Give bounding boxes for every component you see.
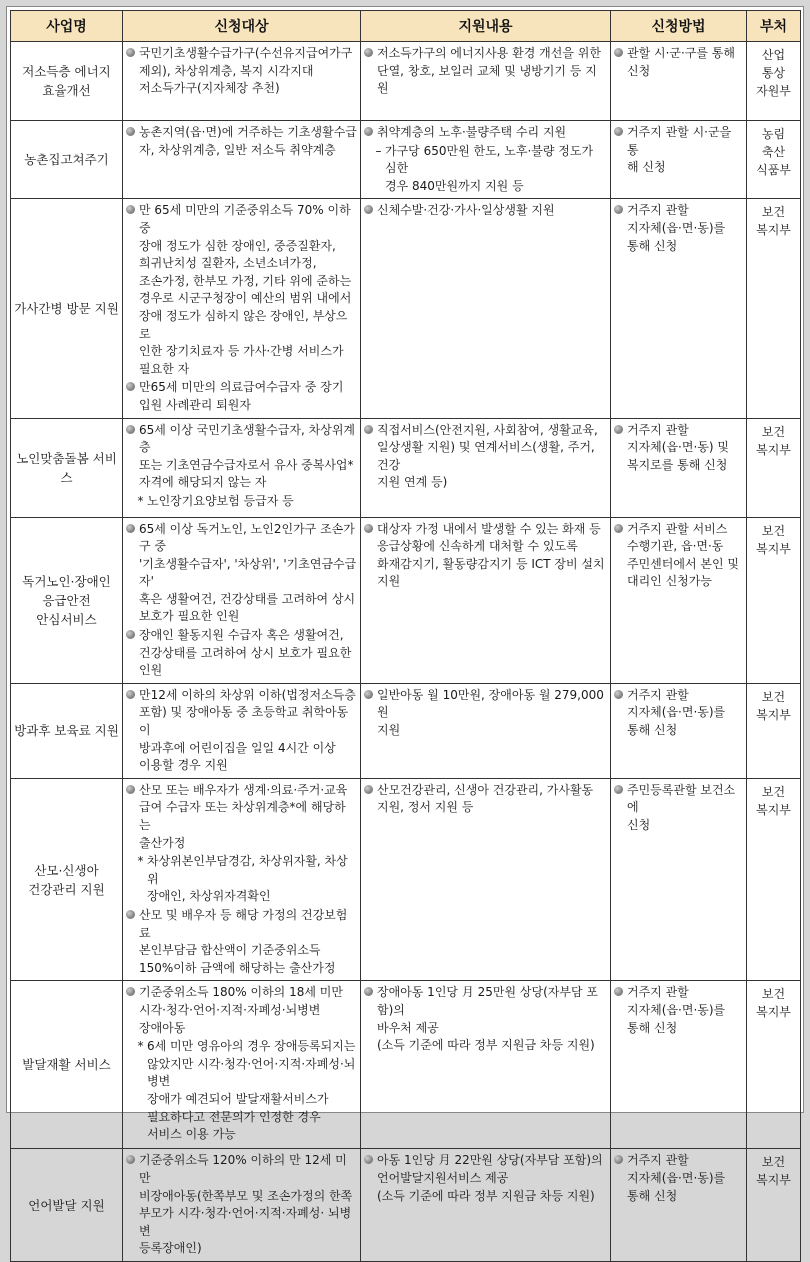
bullet-icon [614, 782, 627, 835]
content-cell [361, 517, 611, 683]
asterisk-icon: * [137, 493, 144, 508]
bullet-icon [614, 124, 627, 177]
bullet-icon [614, 422, 627, 475]
bullet-icon [126, 379, 139, 414]
list-item-text: 취약계층의 노후·불량주택 수리 지원 [377, 125, 567, 139]
list-item-text: 거주지 관할 지자체(읍·면·동)를 통해 신청 [627, 687, 726, 738]
list-item-text: 가구당 650만원 한도, 노후·불량 정도가 심한 경우 840만원까지 지원 등 [385, 143, 594, 193]
list-item-text: 6세 미만 영유아의 경우 장애등록되지는 않았지만 시각·청각·언어·지적·자폐성·뇌병변 장애가 예견되어 발달재활서비스가 필요하다고 전문의가 인정한 경우 서비스 이용 가능 [147, 1039, 356, 1142]
list-item [364, 521, 607, 591]
method-cell [611, 1149, 747, 1262]
bullet-icon [126, 202, 139, 378]
method-cell [611, 199, 747, 418]
list-item-text: 거주지 관할 지자체(읍·면·동)를 통해 신청 [627, 1153, 726, 1203]
method-cell [611, 981, 747, 1149]
target-cell [123, 778, 361, 981]
bullet-icon [614, 687, 627, 740]
dash-icon: – [375, 143, 382, 158]
program-name-cell: 산모·신생아 건강관리 지원 [11, 778, 123, 981]
list-item-text: 만 65세 미만의 기준중위소득 70% 이하 중 장애 정도가 심한 장애인, 중증질환자, 희귀난치성 질환자, 소년소녀가정, 조손가정, 한부모 가정, 기타 위에 준하는 경우로 시군구청장이 예산의 범위 내에서 장애 정도가 심하지 않은 장애인, 부상으로 인한 장기치료자 등 가사·간병 서비스가 필요한 자 [139, 203, 352, 376]
document-page [6, 6, 804, 1256]
list-item-text: 아동 1인당 月 22만원 상당(자부담 포함)의 언어발달지원서비스 제공 (소득 기준에 따라 정부 지원금 차등 지원) [377, 1153, 603, 1203]
asterisk-icon: * [137, 854, 144, 869]
list-item [364, 687, 607, 740]
list-item [126, 379, 357, 414]
method-cell [611, 121, 747, 199]
header-program-name: 사업명 [11, 11, 123, 42]
content-cell [361, 418, 611, 517]
bullet-icon [364, 521, 377, 591]
list-item-text: 거주지 관할 지자체(읍·면·동)를 통해 신청 [627, 985, 726, 1035]
program-name-cell: 발달재활 서비스 [11, 981, 123, 1149]
department-cell: 보건 복지부 [747, 517, 801, 683]
program-name-cell: 가사간병 방문 지원 [11, 199, 123, 418]
table-row [11, 517, 801, 683]
bullet-icon [364, 782, 377, 817]
content-cell [361, 199, 611, 418]
header-row [11, 11, 801, 42]
list-item-text: 주민등록관할 보건소에 신청 [627, 782, 736, 832]
target-cell [123, 981, 361, 1149]
bullet-icon [126, 45, 139, 98]
list-item [614, 124, 743, 177]
content-cell [361, 981, 611, 1149]
list-item-text: 만65세 미만의 의료급여수급자 중 장기 입원 사례관리 퇴원자 [139, 380, 344, 412]
program-name-cell: 방과후 보육료 지원 [11, 683, 123, 778]
content-cell [361, 1149, 611, 1262]
program-name-cell: 저소득층 에너지 효율개선 [11, 42, 123, 121]
list-item-text: 거주지 관할 서비스 수행기관, 읍·면·동 주민센터에서 본인 및 대리인 신청가능 [627, 521, 739, 589]
bullet-icon [614, 1152, 627, 1205]
table-row [11, 42, 801, 121]
bullet-icon [126, 782, 139, 852]
list-item-text: 일반아동 월 10만원, 장애아동 월 279,000원 지원 [377, 687, 604, 738]
department-cell: 보건 복지부 [747, 981, 801, 1149]
bullet-icon [364, 984, 377, 1054]
header-content: 지원내용 [361, 11, 611, 42]
table-row [11, 418, 801, 517]
table-row [11, 121, 801, 199]
list-item [126, 1038, 357, 1144]
list-item-text: 대상자 가정 내에서 발생할 수 있는 화재 등 응급상황에 신속하게 대처할 수 있도록 화재감지기, 활동량감지기 등 ICT 장비 설치 지원 [377, 521, 605, 589]
header-department: 부처 [747, 11, 801, 42]
bullet-icon [364, 202, 377, 220]
department-cell: 농림 축산 식품부 [747, 121, 801, 199]
target-cell [123, 121, 361, 199]
list-item [364, 124, 607, 142]
list-item-text: 장애아동 1인당 月 25만원 상당(자부담 포함)의 바우처 제공 (소득 기준에 따라 정부 지원금 차등 지원) [377, 985, 598, 1053]
method-cell [611, 418, 747, 517]
list-item-text: 산모 및 배우자 등 해당 가정의 건강보험료 본인부담금 합산액이 기준중위소득 150%이하 금액에 해당하는 출산가정 [139, 907, 348, 975]
bullet-icon [126, 687, 139, 775]
bullet-icon [364, 45, 377, 98]
bullet-icon [364, 124, 377, 142]
list-item-text: 신체수발·건강·가사·일상생활 지원 [377, 203, 555, 218]
bullet-icon [364, 422, 377, 492]
list-item-text: 직접서비스(안전지원, 사회참여, 생활교육, 일상생활 지원) 및 연계서비스(생활, 주거, 건강 지원 연계 등) [377, 422, 598, 490]
bullet-icon [614, 202, 627, 255]
list-item [126, 907, 357, 977]
list-item-text: 관할 시·군·구를 통해 신청 [627, 46, 735, 78]
department-cell: 보건 복지부 [747, 683, 801, 778]
list-item-text: 만12세 이하의 차상위 이하(법정저소득층 포함) 및 장애아동 중 초등학교 취학아동이 방과후에 어린이집을 일일 4시간 이상 이용할 경우 지원 [139, 687, 356, 773]
content-cell [361, 778, 611, 981]
asterisk-icon: * [137, 1039, 144, 1054]
list-item-text: 산모건강관리, 신생아 건강관리, 가사활동 지원, 정서 지원 등 [377, 782, 594, 815]
list-item [126, 124, 357, 159]
bullet-icon [364, 1152, 377, 1205]
method-cell [611, 517, 747, 683]
list-item [126, 853, 357, 906]
list-item-text: 국민기초생활수급가구(수선유지급여가구 제외), 차상위계층, 복지 시각지대 저소득가구(지자체장 추천) [139, 46, 353, 96]
list-item-text: 65세 이상 독거노인, 노인2인가구 조손가구 중 '기초생활수급자', '차상위', '기초연금수급자' 혹은 생활여건, 건강상태를 고려하여 상시 보호가 필요한 인원 [139, 521, 357, 624]
list-item-text: 장애인 활동지원 수급자 혹은 생활여건, 건강상태를 고려하여 상시 보호가 필요한 인원 [139, 628, 352, 678]
table-row [11, 683, 801, 778]
list-item-text: 저소득가구의 에너지사용 환경 개선을 위한 단열, 창호, 보일러 교체 및 냉방기기 등 지원 [377, 46, 601, 96]
target-cell [123, 42, 361, 121]
list-item [614, 984, 743, 1037]
program-name-cell: 독거노인·장애인 응급안전 안심서비스 [11, 517, 123, 683]
list-item-text: 거주지 관할 시·군을 통 해 신청 [627, 125, 732, 175]
target-cell [123, 199, 361, 418]
list-item [364, 1152, 607, 1205]
list-item [126, 1152, 357, 1258]
content-cell [361, 121, 611, 199]
list-item [614, 687, 743, 740]
list-item [126, 984, 357, 1037]
list-item-text: 산모 또는 배우자가 생계·의료·주거·교육 급여 수급자 또는 차상위계층*에 해당하는 출산가정 [139, 782, 348, 850]
list-item [364, 143, 607, 196]
content-cell [361, 683, 611, 778]
bullet-icon [364, 687, 377, 740]
table-row [11, 199, 801, 418]
method-cell [611, 42, 747, 121]
list-item [364, 984, 607, 1054]
list-item-text: 기준중위소득 180% 이하의 18세 미만 시각·청각·언어·지적·자폐성·뇌병변 장애아동 [139, 985, 343, 1035]
department-cell: 보건 복지부 [747, 418, 801, 517]
bullet-icon [126, 627, 139, 680]
department-cell: 보건 복지부 [747, 199, 801, 418]
list-item [614, 45, 743, 80]
list-item [126, 493, 357, 511]
list-item [364, 202, 607, 220]
list-item [364, 45, 607, 98]
table-row [11, 981, 801, 1149]
department-cell: 보건 복지부 [747, 1149, 801, 1262]
list-item-text: 거주지 관할 지자체(읍·면·동) 및 복지로를 통해 신청 [627, 422, 729, 472]
list-item [126, 687, 357, 775]
list-item-text: 65세 이상 국민기초생활수급자, 차상위계층 또는 기초연금수급자로서 유사 중복사업* 자격에 해당되지 않는 자 [139, 422, 356, 490]
list-item-text: 농촌지역(읍·면)에 거주하는 기초생활수급 자, 차상위계층, 일반 저소득 취약계층 [139, 125, 357, 157]
list-item [126, 45, 357, 98]
welfare-program-table [10, 10, 801, 1262]
table-row [11, 778, 801, 981]
list-item [364, 782, 607, 817]
list-item [126, 422, 357, 492]
list-item [126, 782, 357, 852]
list-item [126, 521, 357, 627]
program-name-cell: 노인맞춤돌봄 서비스 [11, 418, 123, 517]
list-item [614, 782, 743, 835]
list-item [614, 422, 743, 475]
list-item-text: 노인장기요양보험 등급자 등 [147, 493, 294, 508]
bullet-icon [126, 984, 139, 1037]
target-cell [123, 517, 361, 683]
list-item [364, 422, 607, 492]
department-cell: 산업 통상 자원부 [747, 42, 801, 121]
bullet-icon [614, 521, 627, 591]
list-item [614, 202, 743, 255]
target-cell [123, 418, 361, 517]
program-name-cell: 농촌집고쳐주기 [11, 121, 123, 199]
list-item [126, 202, 357, 378]
list-item-text: 차상위본인부담경감, 차상위자활, 차상위 장애인, 차상위자격확인 [147, 854, 348, 904]
bullet-icon [126, 907, 139, 977]
target-cell [123, 1149, 361, 1262]
method-cell [611, 683, 747, 778]
list-item-text: 기준중위소득 120% 이하의 만 12세 미만 비장애아동(한쪽부모 및 조손가정의 한쪽 부모가 시각·청각·언어·지적·자폐성· 뇌병변 등록장애인) [139, 1153, 353, 1256]
header-target: 신청대상 [123, 11, 361, 42]
bullet-icon [614, 45, 627, 80]
program-name-cell: 언어발달 지원 [11, 1149, 123, 1262]
bullet-icon [126, 124, 139, 159]
target-cell [123, 683, 361, 778]
department-cell: 보건 복지부 [747, 778, 801, 981]
method-cell [611, 778, 747, 981]
bullet-icon [126, 422, 139, 492]
list-item [126, 627, 357, 680]
content-cell [361, 42, 611, 121]
list-item [614, 521, 743, 591]
table-row [11, 1149, 801, 1262]
list-item-text: 거주지 관할 지자체(읍·면·동)를 통해 신청 [627, 203, 726, 253]
bullet-icon [126, 1152, 139, 1258]
list-item [614, 1152, 743, 1205]
header-method: 신청방법 [611, 11, 747, 42]
bullet-icon [614, 984, 627, 1037]
bullet-icon [126, 521, 139, 627]
